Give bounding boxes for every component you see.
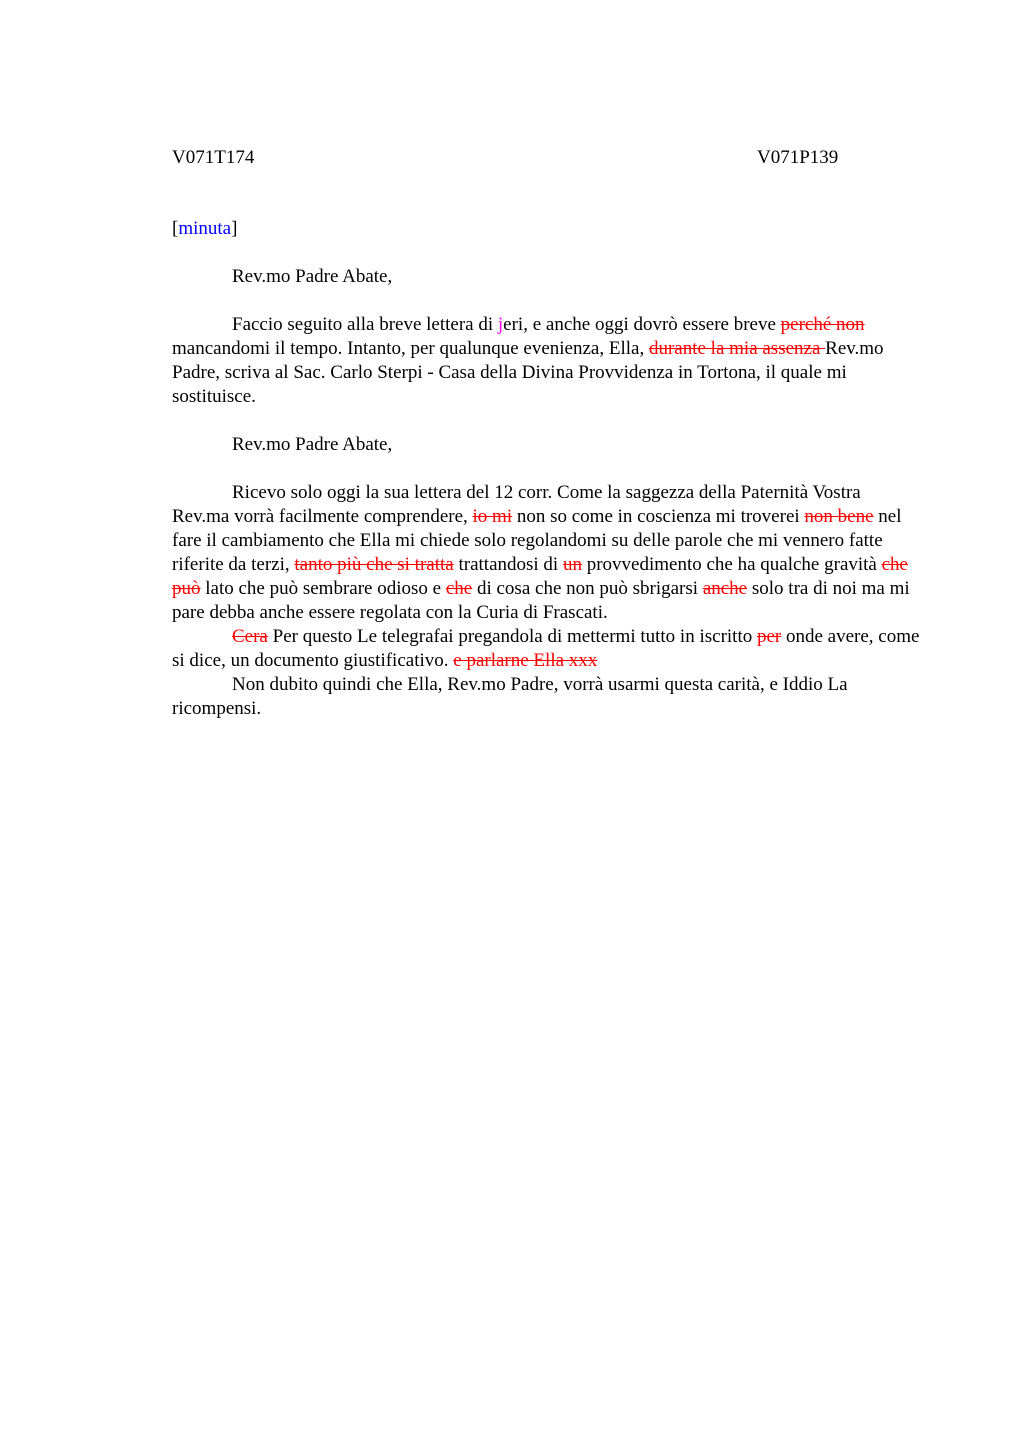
draft-note-open: [	[172, 218, 179, 239]
paragraph-second	[172, 481, 920, 625]
deleted-text: io mi	[472, 506, 513, 527]
deleted-text: che può	[172, 554, 908, 599]
deleted-text: che	[445, 578, 473, 599]
text-run: Faccio seguito alla breve lettera di	[232, 314, 498, 335]
paragraph-fourth	[172, 673, 920, 721]
document-code-right: V071P139	[757, 147, 839, 168]
text-run: eri, e anche oggi dovrò essere breve	[503, 314, 781, 335]
inserted-text: j	[497, 314, 504, 335]
greeting-second: Rev.mo Padre Abate,	[232, 434, 393, 455]
text-run: Rev.mo Padre, scriva al Sac. Carlo Sterpi - Casa della Divina Provvidenza in Tortona, il quale mi sostituisce.	[172, 338, 884, 407]
deleted-text: e parlarne Ella xxx	[453, 650, 598, 671]
letter-body	[172, 217, 920, 721]
text-run: trattandosi di	[453, 554, 563, 575]
draft-note	[172, 217, 920, 241]
text-run: mancandomi il tempo. Intanto, per qualunque evenienza, Ella,	[172, 338, 649, 359]
greeting-first: Rev.mo Padre Abate,	[232, 266, 393, 287]
text-run: di cosa che non può sbrigarsi	[472, 578, 703, 599]
text-run: Non dubito quindi che Ella, Rev.mo Padre, vorrà usarmi questa carità, e Iddio La ricompensi.	[172, 674, 848, 719]
deleted-text: anche	[702, 578, 748, 599]
deleted-text: durante la mia assenza	[648, 338, 826, 359]
text-run: provvedimento che ha qualche gravità	[581, 554, 882, 575]
text-run: solo tra di noi ma mi pare debba anche essere regolata con la Curia di Frascati.	[172, 578, 910, 623]
text-run: Ricevo solo oggi la sua lettera del 12 corr. Come la saggezza della Paternità Vostra Rev.ma vorrà facilmente comprendere,	[172, 482, 861, 527]
text-run: lato che può sembrare odioso e	[200, 578, 446, 599]
paragraph-first	[172, 313, 920, 409]
document-code-left: V071T174	[172, 147, 255, 168]
text-run: onde avere, come si dice, un documento giustificativo.	[172, 626, 920, 671]
text-run: nel fare il cambiamento che Ella mi chiede solo regolandomi su delle parole che mi vennero fatte riferite da terzi,	[172, 506, 902, 575]
text-run: Per questo Le telegrafai pregandola di mettermi tutto in iscritto	[267, 626, 757, 647]
deleted-text: un	[562, 554, 582, 575]
deleted-text: per	[756, 626, 782, 647]
deleted-text: Cera	[232, 626, 268, 647]
deleted-text: perché non	[780, 314, 865, 335]
deleted-text: non bene	[804, 506, 874, 527]
paragraph-third	[172, 625, 920, 673]
text-run: non so come in coscienza mi troverei	[512, 506, 805, 527]
draft-note-close: ]	[231, 218, 238, 239]
deleted-text: tanto più che si tratta	[294, 554, 454, 575]
draft-note-label: minuta	[178, 218, 232, 239]
